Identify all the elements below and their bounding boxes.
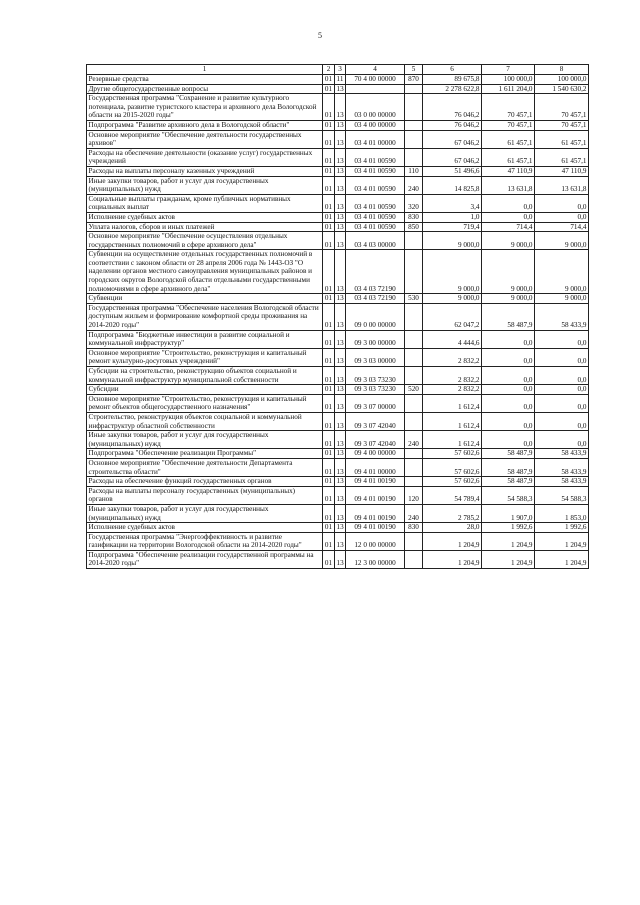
target-article-cell: 70 4 00 00000	[346, 75, 405, 85]
amount-col8-cell: 0,0	[535, 412, 589, 430]
amount-col6-cell: 2 278 622,8	[423, 84, 482, 94]
target-article-cell: 09 3 07 42040	[346, 431, 405, 449]
section-code-cell: 01	[323, 212, 335, 222]
amount-col8-cell: 58 433,9	[535, 449, 589, 459]
row-name-cell: Исполнение судебных актов	[87, 212, 323, 222]
amount-col7-cell: 9 000,0	[482, 294, 535, 304]
subsection-code-cell: 13	[335, 94, 346, 121]
row-name-cell: Уплата налогов, сборов и иных платежей	[87, 222, 323, 232]
section-code-cell: 01	[323, 431, 335, 449]
target-article-cell: 09 4 00 00000	[346, 449, 405, 459]
subsection-code-cell: 13	[335, 130, 346, 148]
amount-col6-cell: 3,4	[423, 194, 482, 212]
section-code-cell: 01	[323, 130, 335, 148]
amount-col8-cell: 714,4	[535, 222, 589, 232]
amount-col7-cell: 0,0	[482, 385, 535, 395]
amount-col8-cell: 0,0	[535, 212, 589, 222]
target-article-cell: 09 3 03 73230	[346, 385, 405, 395]
row-name-cell: Другие общегосударственные вопросы	[87, 84, 323, 94]
row-name-cell: Субсидии на строительство, реконструкцию объектов социальной и коммунальной инфраструктур муниципальной собственности	[87, 367, 323, 385]
amount-col7-cell: 9 000,0	[482, 232, 535, 250]
table-row	[87, 486, 589, 504]
row-name-cell: Подпрограмма "Обеспечение реализации Программы"	[87, 449, 323, 459]
header-col-4: 4	[346, 65, 405, 75]
subsection-code-cell: 13	[335, 550, 346, 568]
target-article-cell: 03 4 03 00000	[346, 232, 405, 250]
amount-col8-cell: 0,0	[535, 194, 589, 212]
expense-type-cell	[405, 458, 423, 476]
amount-col7-cell: 54 588,3	[482, 486, 535, 504]
subsection-code-cell: 13	[335, 348, 346, 366]
row-name-cell: Государственная программа "Энергоэффективность и развитие газификации на территории Вологодской области на 2014-2020 годы"	[87, 532, 323, 550]
table-row	[87, 166, 589, 176]
subsection-code-cell: 13	[336, 523, 344, 532]
amount-col6-cell: 2 832,2	[423, 385, 482, 395]
amount-col6-cell: 76 046,2	[423, 94, 482, 121]
amount-col7-cell: 0,0	[482, 212, 535, 222]
amount-col7-cell: 1 907,0	[482, 504, 535, 522]
amount-col8-cell: 13 631,8	[535, 176, 589, 194]
subsection-code-cell: 13	[335, 486, 346, 504]
amount-col6-cell: 1 612,4	[423, 431, 482, 449]
subsection-code-cell: 13	[336, 166, 344, 175]
section-code-cell: 01	[323, 194, 335, 212]
section-code-cell: 01	[323, 532, 335, 550]
table-row	[87, 431, 589, 449]
section-code-cell: 01	[323, 348, 335, 366]
target-article-cell: 03 4 03 72190	[346, 250, 405, 294]
subsection-code-cell: 13	[335, 194, 346, 212]
section-code-cell: 01	[323, 84, 335, 94]
expense-type-cell: 120	[405, 486, 423, 504]
target-article-cell: 12 3 00 00000	[346, 550, 405, 568]
target-article-cell: 09 3 00 00000	[346, 330, 405, 348]
row-name-cell: Подпрограмма "Бюджетные инвестиции в развитие социальной и коммунальной инфраструктур"	[87, 330, 323, 348]
section-code-cell: 01	[323, 477, 335, 487]
table-row	[87, 449, 589, 459]
row-name-cell: Основное мероприятие "Обеспечение осуществления отдельных государственных полномочий в сфере архивного дела"	[87, 232, 323, 250]
amount-col8-cell: 1 204,9	[535, 550, 589, 568]
amount-col8-cell: 9 000,0	[535, 232, 589, 250]
header-col-5: 5	[405, 65, 423, 75]
target-article-cell: 03 4 01 00590	[346, 176, 405, 194]
table-row	[87, 504, 589, 522]
subsection-code-cell: 13	[335, 431, 346, 449]
target-article-cell: 03 4 01 00590	[346, 212, 405, 222]
expense-type-cell: 830	[405, 523, 423, 533]
expense-type-cell	[405, 449, 423, 459]
section-code-cell: 01	[323, 394, 335, 412]
subsection-code-cell: 13	[335, 367, 346, 385]
section-code-cell: 01	[323, 294, 335, 304]
section-code-cell: 01	[323, 412, 335, 430]
target-article-cell: 03 4 03 72190	[346, 294, 405, 304]
subsection-code-cell: 13	[335, 148, 346, 166]
table-row	[87, 148, 589, 166]
subsection-code-cell: 13	[336, 212, 344, 221]
target-article-cell: 09 4 01 00190	[346, 486, 405, 504]
section-code-cell: 01	[323, 486, 335, 504]
amount-col8-cell: 0,0	[535, 330, 589, 348]
table-row	[87, 550, 589, 568]
amount-col8-cell: 58 433,9	[535, 477, 589, 487]
target-article-cell: 03 4 01 00590	[346, 166, 405, 176]
amount-col7-cell: 0,0	[482, 394, 535, 412]
header-col-2: 2	[323, 65, 335, 75]
section-code-cell: 01	[323, 523, 335, 533]
budget-table	[86, 64, 589, 569]
subsection-code-cell: 13	[335, 532, 346, 550]
amount-col7-cell: 13 631,8	[482, 176, 535, 194]
amount-col8-cell: 0,0	[535, 431, 589, 449]
expense-type-cell	[405, 232, 423, 250]
section-code-cell: 01	[323, 148, 335, 166]
amount-col6-cell: 1 612,4	[423, 412, 482, 430]
section-code-cell: 01	[323, 367, 335, 385]
row-name-cell: Государственная программа "Сохранение и развитие культурного потенциала, развитие туристского кластера и архивного дела Вологодской области на 2015-2020 годы"	[87, 94, 323, 121]
subsection-code-cell: 13	[336, 477, 344, 486]
amount-col7-cell: 0,0	[482, 330, 535, 348]
amount-col8-cell: 1 992,6	[535, 523, 589, 533]
target-article-cell: 09 4 01 00000	[346, 458, 405, 476]
amount-col7-cell: 9 000,0	[482, 250, 535, 294]
section-code-cell: 01	[323, 120, 335, 130]
amount-col6-cell: 719,4	[423, 222, 482, 232]
expense-type-cell: 850	[405, 222, 423, 232]
amount-col8-cell: 58 433,9	[535, 458, 589, 476]
amount-col8-cell: 54 588,3	[535, 486, 589, 504]
amount-col7-cell: 61 457,1	[482, 148, 535, 166]
target-article-cell: 09 0 00 00000	[346, 303, 405, 330]
amount-col7-cell: 0,0	[482, 194, 535, 212]
amount-col6-cell: 57 602,6	[423, 477, 482, 487]
header-col-3: 3	[335, 65, 346, 75]
target-article-cell: 03 4 00 00000	[346, 120, 405, 130]
section-code-cell: 01	[323, 330, 335, 348]
table-row	[87, 330, 589, 348]
amount-col7-cell: 714,4	[482, 222, 535, 232]
amount-col6-cell: 54 789,4	[423, 486, 482, 504]
section-code-cell: 01	[323, 504, 335, 522]
row-name-cell: Расходы на обеспечение функций государственных органов	[87, 477, 323, 487]
expense-type-cell	[405, 130, 423, 148]
row-name-cell: Основное мероприятие "Обеспечение деятельности Департамента строительства области"	[87, 458, 323, 476]
table-row	[87, 394, 589, 412]
amount-col6-cell: 4 444,6	[423, 330, 482, 348]
section-code-cell: 01	[323, 222, 335, 232]
table-row	[87, 194, 589, 212]
target-article-cell: 03 4 01 00590	[346, 222, 405, 232]
row-name-cell: Исполнение судебных актов	[87, 523, 323, 533]
amount-col6-cell: 57 602,6	[423, 449, 482, 459]
amount-col6-cell: 9 000,0	[423, 232, 482, 250]
subsection-code-cell: 13	[335, 394, 346, 412]
section-code-cell: 01	[323, 176, 335, 194]
expense-type-cell	[405, 330, 423, 348]
target-article-cell: 03 0 00 00000	[346, 94, 405, 121]
amount-col6-cell: 51 496,6	[423, 166, 482, 176]
expense-type-cell: 240	[405, 504, 423, 522]
subsection-code-cell: 13	[336, 84, 344, 93]
table-row	[87, 94, 589, 121]
row-name-cell: Иные закупки товаров, работ и услуг для государственных (муниципальных) нужд	[87, 431, 323, 449]
table-row	[87, 412, 589, 430]
expense-type-cell	[405, 120, 423, 130]
table-row	[87, 523, 589, 533]
expense-type-cell: 240	[405, 431, 423, 449]
table-row	[87, 348, 589, 366]
amount-col6-cell: 1 204,9	[423, 532, 482, 550]
table-row	[87, 250, 589, 294]
section-code-cell: 01	[323, 303, 335, 330]
expense-type-cell	[405, 250, 423, 294]
amount-col7-cell: 1 992,6	[482, 523, 535, 533]
amount-col6-cell: 2 832,2	[423, 348, 482, 366]
section-code-cell: 01	[323, 458, 335, 476]
amount-col7-cell: 1 204,9	[482, 550, 535, 568]
amount-col7-cell: 0,0	[482, 348, 535, 366]
target-article-cell: 09 4 01 00190	[346, 523, 405, 533]
row-name-cell: Государственная программа "Обеспечение населения Вологодской области доступным жильем и формирование комфортной среды проживания на 2014-2020 годы"	[87, 303, 323, 330]
expense-type-cell: 830	[405, 212, 423, 222]
expense-type-cell	[405, 94, 423, 121]
amount-col6-cell: 89 675,8	[423, 75, 482, 85]
amount-col6-cell: 67 046,2	[423, 148, 482, 166]
expense-type-cell: 110	[405, 166, 423, 176]
table-row	[87, 532, 589, 550]
target-article-cell	[346, 84, 405, 94]
amount-col6-cell: 1 204,9	[423, 550, 482, 568]
amount-col7-cell: 0,0	[482, 431, 535, 449]
subsection-code-cell: 13	[336, 449, 344, 458]
subsection-code-cell: 13	[336, 294, 344, 303]
amount-col7-cell: 58 487,9	[482, 477, 535, 487]
amount-col7-cell: 1 611 204,0	[482, 84, 535, 94]
header-col-1: 1	[87, 65, 323, 75]
section-code-cell: 01	[323, 166, 335, 176]
amount-col6-cell: 9 000,0	[423, 250, 482, 294]
amount-col8-cell: 1 204,9	[535, 532, 589, 550]
table-row	[87, 212, 589, 222]
expense-type-cell	[405, 348, 423, 366]
expense-type-cell	[405, 394, 423, 412]
row-name-cell: Иные закупки товаров, работ и услуг для государственных (муниципальных) нужд	[87, 176, 323, 194]
expense-type-cell: 520	[405, 385, 423, 395]
amount-col7-cell: 61 457,1	[482, 130, 535, 148]
target-article-cell: 03 4 01 00000	[346, 130, 405, 148]
subsection-code-cell: 13	[336, 120, 344, 129]
expense-type-cell: 320	[405, 194, 423, 212]
subsection-code-cell: 13	[335, 303, 346, 330]
amount-col8-cell: 9 000,0	[535, 250, 589, 294]
section-code-cell: 01	[323, 550, 335, 568]
table-row	[87, 75, 589, 85]
amount-col7-cell: 70 457,1	[482, 94, 535, 121]
table-row	[87, 458, 589, 476]
table-row	[87, 120, 589, 130]
table-row	[87, 294, 589, 304]
row-name-cell: Основное мероприятие "Строительство, реконструкция и капитальный ремонт культурно-досуговых учреждений"	[87, 348, 323, 366]
amount-col6-cell: 57 602,6	[423, 458, 482, 476]
expense-type-cell	[405, 550, 423, 568]
amount-col8-cell: 1 853,0	[535, 504, 589, 522]
target-article-cell: 03 4 01 00590	[346, 148, 405, 166]
amount-col6-cell: 2 832,2	[423, 367, 482, 385]
amount-col8-cell: 1 540 630,2	[535, 84, 589, 94]
subsection-code-cell: 11	[335, 75, 346, 85]
amount-col7-cell: 0,0	[482, 367, 535, 385]
target-article-cell: 09 3 03 73230	[346, 367, 405, 385]
amount-col6-cell: 1 612,4	[423, 394, 482, 412]
row-name-cell: Субвенции на осуществление отдельных государственных полномочий в соответствии с законом области от 28 апреля 2006 года № 1443-ОЗ "О наделении органов местного самоуправления муниципальных районов и городских округов Вологодской области отдельными государственными полномочиями в сфере архивного дела"	[87, 250, 323, 294]
amount-col8-cell: 9 000,0	[535, 294, 589, 304]
header-col-7: 7	[482, 65, 535, 75]
amount-col8-cell: 61 457,1	[535, 130, 589, 148]
table-row	[87, 222, 589, 232]
amount-col8-cell: 0,0	[535, 385, 589, 395]
row-name-cell: Основное мероприятие "Обеспечение деятельности государственных архивов"	[87, 130, 323, 148]
table-row	[87, 84, 589, 94]
page-number: 5	[318, 31, 322, 40]
row-name-cell: Основное мероприятие "Строительство, реконструкция и капитальный ремонт объектов общегосударственного назначения"	[87, 394, 323, 412]
section-code-cell: 01	[323, 385, 335, 395]
expense-type-cell	[405, 84, 423, 94]
amount-col6-cell: 1,0	[423, 212, 482, 222]
target-article-cell: 09 4 01 00190	[346, 504, 405, 522]
section-code-cell: 01	[323, 449, 335, 459]
table-header-row	[87, 65, 589, 75]
target-article-cell: 03 4 01 00590	[346, 194, 405, 212]
amount-col8-cell: 47 110,9	[535, 166, 589, 176]
header-col-6: 6	[423, 65, 482, 75]
target-article-cell: 12 0 00 00000	[346, 532, 405, 550]
amount-col8-cell: 100 000,0	[535, 75, 589, 85]
amount-col6-cell: 67 046,2	[423, 130, 482, 148]
expense-type-cell	[405, 532, 423, 550]
amount-col8-cell: 70 457,1	[535, 94, 589, 121]
amount-col7-cell: 58 487,9	[482, 449, 535, 459]
amount-col7-cell: 70 457,1	[482, 120, 535, 130]
expense-type-cell	[405, 303, 423, 330]
expense-type-cell: 240	[405, 176, 423, 194]
amount-col8-cell: 70 457,1	[535, 120, 589, 130]
amount-col6-cell: 9 000,0	[423, 294, 482, 304]
table-row	[87, 477, 589, 487]
amount-col8-cell: 0,0	[535, 394, 589, 412]
table-row	[87, 176, 589, 194]
target-article-cell: 09 3 03 00000	[346, 348, 405, 366]
expense-type-cell	[405, 367, 423, 385]
section-code-cell: 01	[323, 250, 335, 294]
amount-col6-cell: 62 047,2	[423, 303, 482, 330]
target-article-cell: 09 3 07 00000	[346, 394, 405, 412]
row-name-cell: Расходы на обеспечение деятельности (оказание услуг) государственных учреждений	[87, 148, 323, 166]
subsection-code-cell: 13	[336, 385, 344, 394]
target-article-cell: 09 3 07 42040	[346, 412, 405, 430]
header-col-8: 8	[535, 65, 589, 75]
row-name-cell: Подпрограмма "Развитие архивного дела в Вологодской области"	[87, 120, 323, 130]
row-name-cell: Подпрограмма "Обеспечение реализации государственной программы на 2014-2020 годы"	[87, 550, 323, 568]
amount-col7-cell: 58 487,9	[482, 458, 535, 476]
section-code-cell: 01	[323, 75, 335, 85]
amount-col8-cell: 0,0	[535, 367, 589, 385]
subsection-code-cell: 13	[336, 222, 344, 231]
section-code-cell: 01	[323, 94, 335, 121]
table-row	[87, 232, 589, 250]
subsection-code-cell: 13	[335, 458, 346, 476]
amount-col8-cell: 58 433,9	[535, 303, 589, 330]
amount-col6-cell: 2 785,2	[423, 504, 482, 522]
amount-col7-cell: 47 110,9	[482, 166, 535, 176]
expense-type-cell	[405, 148, 423, 166]
amount-col6-cell: 14 825,8	[423, 176, 482, 194]
amount-col7-cell: 100 000,0	[482, 75, 535, 85]
subsection-code-cell: 13	[335, 504, 346, 522]
subsection-code-cell: 13	[335, 250, 346, 294]
row-name-cell: Строительство, реконструкция объектов социальной и коммунальной инфраструктур областной собственности	[87, 412, 323, 430]
subsection-code-cell: 13	[335, 412, 346, 430]
row-name-cell: Расходы на выплаты персоналу казенных учреждений	[87, 166, 323, 176]
table-row	[87, 130, 589, 148]
table-row	[87, 367, 589, 385]
amount-col6-cell: 76 046,2	[423, 120, 482, 130]
section-code-cell: 01	[323, 232, 335, 250]
row-name-cell: Расходы на выплаты персоналу государственных (муниципальных) органов	[87, 486, 323, 504]
target-article-cell: 09 4 01 00190	[346, 477, 405, 487]
amount-col6-cell: 28,0	[423, 523, 482, 533]
amount-col7-cell: 58 487,9	[482, 303, 535, 330]
amount-col8-cell: 0,0	[535, 348, 589, 366]
table-row	[87, 385, 589, 395]
amount-col8-cell: 61 457,1	[535, 148, 589, 166]
expense-type-cell	[405, 477, 423, 487]
expense-type-cell: 870	[405, 75, 423, 85]
row-name-cell: Субсидии	[87, 385, 323, 395]
row-name-cell: Субвенции	[87, 294, 323, 304]
amount-col7-cell: 0,0	[482, 412, 535, 430]
amount-col7-cell: 1 204,9	[482, 532, 535, 550]
expense-type-cell	[405, 412, 423, 430]
row-name-cell: Иные закупки товаров, работ и услуг для государственных (муниципальных) нужд	[87, 504, 323, 522]
subsection-code-cell: 13	[335, 330, 346, 348]
table-row	[87, 303, 589, 330]
expense-type-cell: 530	[405, 294, 423, 304]
row-name-cell: Социальные выплаты гражданам, кроме публичных нормативных социальных выплат	[87, 194, 323, 212]
subsection-code-cell: 13	[335, 232, 346, 250]
row-name-cell: Резервные средства	[87, 75, 323, 85]
subsection-code-cell: 13	[335, 176, 346, 194]
